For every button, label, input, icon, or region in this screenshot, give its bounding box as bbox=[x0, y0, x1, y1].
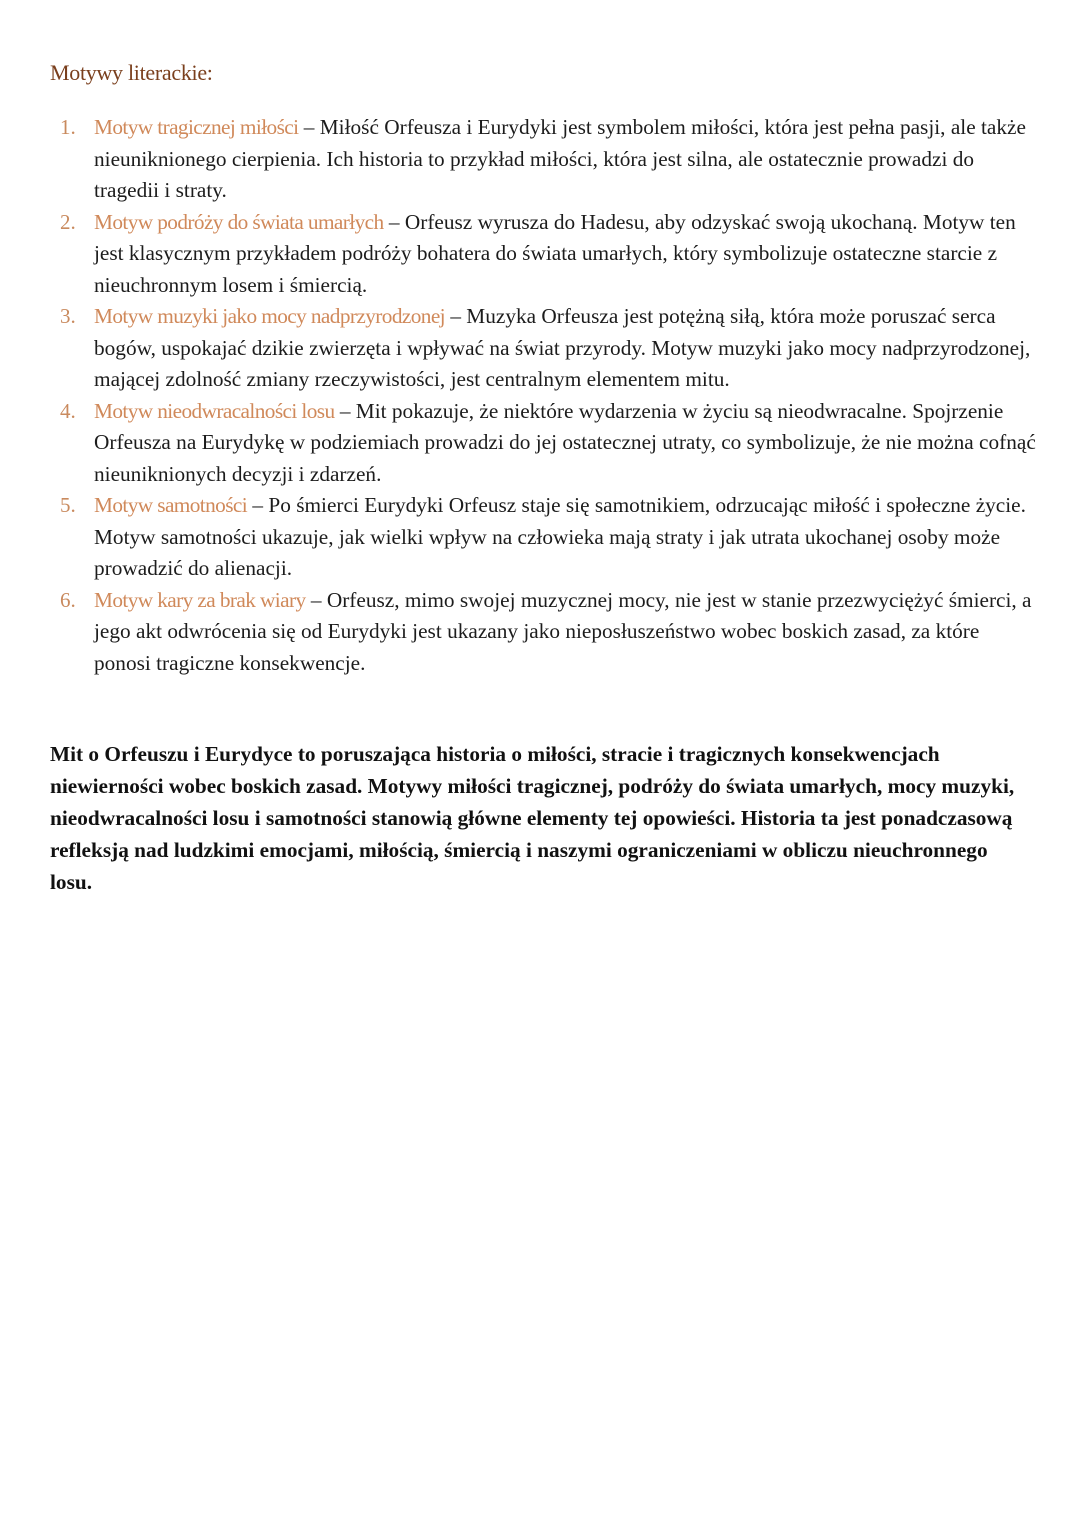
list-number: 1. bbox=[60, 115, 76, 139]
motif-description: Orfeusz wyrusza do Hadesu, aby odzyskać swoją ukochaną. Motyw ten jest klasycznym przykładem podróży bohatera do świata umarłych, który symbolizuje ostateczne starcie z nieuchronnym losem i śmiercią. bbox=[94, 209, 1016, 297]
motif-item-6 bbox=[0, 585, 1080, 680]
motif-title: Motyw muzyki jako mocy nadprzyrodzonej bbox=[94, 304, 445, 328]
motif-item-1 bbox=[0, 112, 1080, 207]
motif-title: Motyw podróży do świata umarłych bbox=[94, 209, 384, 234]
list-number: 2. bbox=[60, 209, 76, 234]
section-heading: Motywy literackie: bbox=[50, 60, 213, 85]
motif-title: Motyw tragicznej miłości bbox=[94, 115, 299, 139]
separator: – bbox=[383, 209, 405, 234]
motif-description: Orfeusz, mimo swojej muzycznej mocy, nie jest w stanie przezwyciężyć śmierci, a jego akt odwrócenia się od Eurydyki jest ukazany jako nieposłuszeństwo wobec boskich zasad, za które ponosi tragiczne konsekwencje. bbox=[94, 587, 1032, 675]
motif-list bbox=[0, 112, 1080, 679]
separator: – bbox=[305, 587, 327, 612]
separator: – bbox=[298, 115, 320, 139]
list-number: 4. bbox=[60, 398, 76, 423]
motif-item-2 bbox=[0, 207, 1080, 302]
motif-description: Miłość Orfeusza i Eurydyki jest symbolem miłości, która jest pełna pasji, ale także nieuniknionego cierpienia. Ich historia to przykład miłości, która jest silna, ale ostatecznie prowadzi do tragedii i straty. bbox=[94, 115, 1026, 202]
summary-paragraph: Mit o Orfeuszu i Eurydyce to poruszająca historia o miłości, stracie i tragicznych konsekwencjach niewierności wobec boskich zasad. Motywy miłości tragicznej, podróży do świata umarłych, mocy muzyki, nieodwracalności losu i samotności stanowią główne elementy tej opowieści. Historia ta jest ponadczasową refleksją nad ludzkimi emocjami, miłością, śmiercią i naszymi ograniczeniami w obliczu nieuchronnego losu. bbox=[50, 742, 1015, 894]
separator: – bbox=[247, 493, 269, 517]
separator: – bbox=[334, 398, 356, 423]
motif-title: Motyw kary za brak wiary bbox=[94, 587, 306, 612]
list-number: 3. bbox=[60, 304, 76, 328]
separator: – bbox=[445, 304, 467, 328]
motif-description: Po śmierci Eurydyki Orfeusz staje się samotnikiem, odrzucając miłość i społeczne życie. Motyw samotności ukazuje, jak wielki wpływ na człowieka mają straty i jak utrata ukochanej osoby może prowadzić do alienacji. bbox=[94, 493, 1026, 580]
motif-title: Motyw nieodwracalności losu bbox=[94, 398, 335, 423]
motif-description: Mit pokazuje, że niektóre wydarzenia w życiu są nieodwracalne. Spojrzenie Orfeusza na Eurydykę w podziemiach prowadzi do jej ostatecznej utraty, co symbolizuje, że nie można cofnąć nieuniknionych decyzji i zdarzeń. bbox=[94, 398, 1036, 486]
motif-item-5 bbox=[0, 490, 1080, 585]
motif-item-3 bbox=[0, 301, 1080, 396]
motif-title: Motyw samotności bbox=[94, 493, 248, 517]
motif-description: Muzyka Orfeusza jest potężną siłą, która może poruszać serca bogów, uspokajać dzikie zwierzęta i wpływać na świat przyrody. Motyw muzyki jako mocy nadprzyrodzonej, mającej zdolność zmiany rzeczywistości, jest centralnym elementem mitu. bbox=[94, 304, 1031, 391]
list-number: 5. bbox=[60, 493, 76, 517]
motif-item-4 bbox=[0, 396, 1080, 491]
list-number: 6. bbox=[60, 587, 76, 612]
